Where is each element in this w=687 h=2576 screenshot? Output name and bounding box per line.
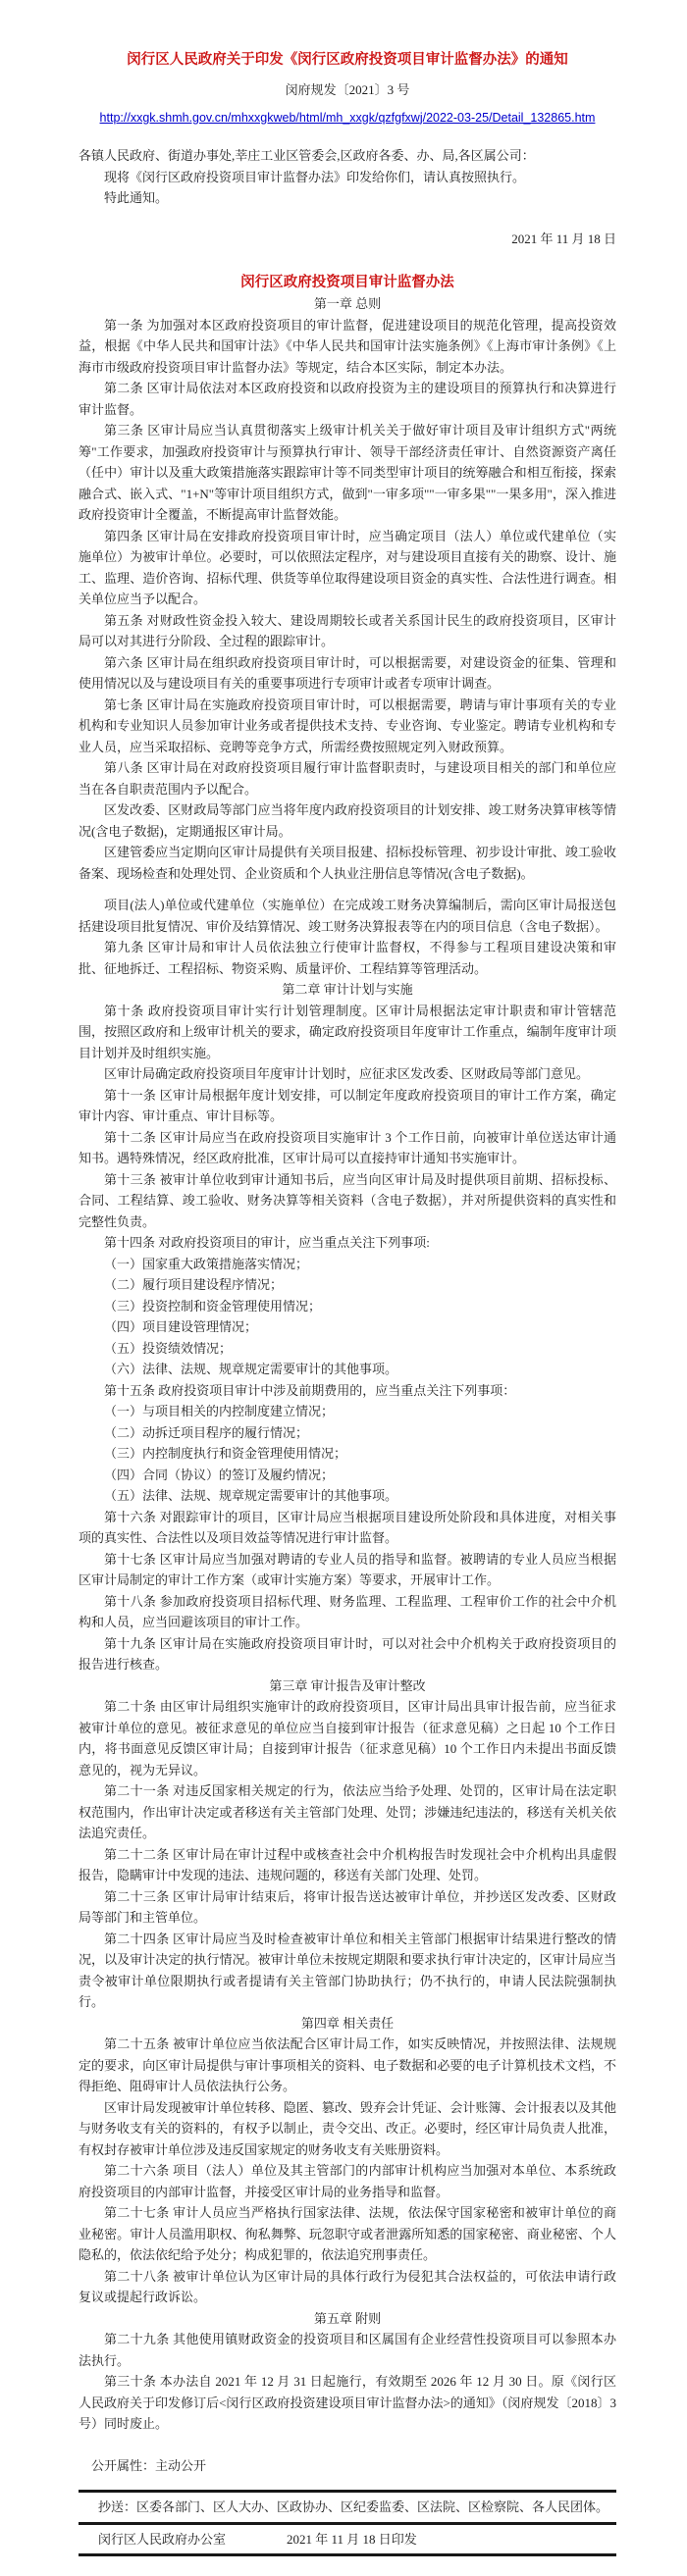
regulation-title: 闵行区政府投资项目审计监督办法 [240,275,454,290]
notice-title: 闵行区人民政府关于印发《闵行区政府投资项目审计监督办法》的通知 [127,52,568,68]
regulation-paragraph: 第二十一条 对违反国家相关规定的行为，依法应当给予处理、处罚的，区审计局在法定职权范围内，作出审计决定或者移送有关主管部门处理、处罚；涉嫌违纪违法的，移送有关机关依法追究责任。 [79,1783,616,1840]
regulation-paragraph: 第十九条 区审计局在实施政府投资项目审计时，可以对社会中介机构关于政府投资项目的报告进行核查。 [79,1635,616,1672]
chapter-heading: 第五章 附则 [313,2310,382,2326]
regulation-paragraph: 项目(法人)单位或代建单位（实施单位）在完成竣工财务决算编制后，需向区审计局报送包括建设项目批复情况、审价及结算情况、竣工财务决算报表等在内的项目信息（含电子数据）。 [79,898,616,934]
regulation-paragraph: 第二十五条 被审计单位应当依法配合区审计局工作，如实反映情况，并按照法律、法规规定的要求，向区审计局提供与审计事项相关的资料、电子数据和必要的电子计算机技术文档，不得拒绝、阻碍审计人员依法执行公务。 [79,2036,616,2093]
regulation-paragraph: 第七条 区审计局在实施政府投资项目审计时，可以根据需要，聘请与审计事项有关的专业机构和专业知识人员参加审计业务或者提供技术支持、专业咨询、专业鉴定。聘请专业机构和专业人员，应当采取招标、竞聘等竞争方式，所需经费按照规定列入财政预算。 [79,696,616,754]
regulation-paragraph: 第二十三条 区审计局审计结束后，将审计报告送达被审计单位，并抄送区发改委、区财政局等部门和主管单位。 [79,1888,616,1925]
source-link[interactable]: http://xxgk.shmh.gov.cn/mhxxgkweb/html/mh_xxgk/qzfgfxwj/2022-03-25/Detail_132865.htm [99,110,596,125]
regulation-paragraph: 第二十二条 区审计局在审计过程中或核查社会中介机构报告时发现社会中介机构出具虚假报告，隐瞒审计中发现的违法、违规问题的，移送有关部门处理、处罚。 [79,1846,616,1882]
regulation-paragraph: 第十七条 区审计局应当加强对聘请的专业人员的指导和监督。被聘请的专业人员应当根据区审计局制定的审计工作方案（或审计实施方案）等要求，开展审计工作。 [79,1551,616,1587]
regulation-paragraph: 第十二条 区审计局应当在政府投资项目实施审计 3 个工作日前，向被审计单位送达审计通知书。遇特殊情况，经区政府批准，区审计局可以直接持审计通知书实施审计。 [79,1129,616,1165]
regulation-paragraph: 区建管委应当定期向区审计局提供有关项目报建、招标投标管理、初步设计审批、竣工验收备案、现场检查和处理处罚、企业资质和个人执业注册信息等情况(含电子数据)。 [79,845,616,881]
chapter-heading: 第二章 审计计划与实施 [282,982,413,997]
regulation-paragraph: （四）项目建设管理情况； [104,1319,258,1334]
regulation-paragraph: 第四条 区审计局在安排政府投资项目审计时，应当确定项目（法人）单位或代建单位（实施单位）为被审计单位。必要时，可以依照法定程序，对与建设项目直接有关的勘察、设计、施工、监理、造价咨询、招标代理、供货等单位取得建设项目资金的真实性、合法性进行调查。相关单位应当予以配合。 [79,528,616,606]
regulation-paragraph: 第二十八条 被审计单位认为区审计局的具体行政行为侵犯其合法权益的，可依法申请行政复议或提起行政诉讼。 [79,2268,616,2304]
regulation-body [79,293,616,2435]
notice-paragraph: 特此通知。 [104,190,169,205]
regulation-paragraph: 区审计局发现被审计单位转移、隐匿、篡改、毁弃会计凭证、会计账簿、会计报表以及其他与财务收支有关的资料的，有权予以制止，责令交出、改正。必要时，经区审计局负责人批准，有权封存被审计单位涉及违反国家规定的财务收支有关账册资料。 [79,2099,616,2157]
regulation-paragraph: 第二十条 由区审计局组织实施审计的政府投资项目，区审计局出具审计报告前，应当征求被审计单位的意见。被征求意见的单位应当自接到审计报告（征求意见稿）之日起 10 个工作日内，将书面意见反馈区审计局；自接到审计报告（征求意见稿）10 个工作日内未提出书面反馈意见的，视为无异议。 [79,1699,616,1777]
regulation-paragraph: 第八条 区审计局在对政府投资项目履行审计监督职责时，与建设项目相关的部门和单位应当在各自职责范围内予以配合。 [79,760,616,797]
regulation-paragraph: （二）动拆迁项目程序的履行情况； [104,1424,309,1440]
regulation-paragraph: （五）投资绩效情况； [104,1340,233,1356]
regulation-paragraph: （四）合同（协议）的签订及履约情况； [104,1467,335,1482]
source-link-line [79,107,616,129]
regulation-paragraph: 第二十四条 区审计局应当及时检查被审计单位和相关主管部门根据审计结果进行整改的情况，以及审计决定的执行情况。被审计单位未按规定期限和要求执行审计决定的，区审计局应当责令被审计单位限期执行或者提请有关主管部门协助执行；仍不执行的，申请人民法院强制执行。 [79,1931,616,2009]
notice-date: 2021 年 11 月 18 日 [511,231,616,246]
regulation-paragraph: 第十八条 参加政府投资项目招标代理、财务监理、工程监理、工程审价工作的社会中介机构和人员，应当回避该项目的审计工作。 [79,1593,616,1629]
print-date: 2021 年 11 月 18 日印发 [287,2531,417,2547]
regulation-paragraph: 第二十七条 审计人员应当严格执行国家法律、法规，依法保守国家秘密和被审计单位的商业秘密。审计人员滥用职权、徇私舞弊、玩忽职守或者泄露所知悉的国家秘密、商业秘密、个人隐私的，依法依纪给予处分；构成犯罪的，依法追究刑事责任。 [79,2205,616,2262]
regulation-paragraph: 第十一条 区审计局根据年度计划安排，可以制定年度政府投资项目的审计工作方案，确定审计内容、审计重点、审计目标等。 [79,1087,616,1123]
regulation-paragraph: （一）国家重大政策措施落实情况； [104,1256,309,1271]
cc-line: 抄送：区委各部门、区人大办、区政协办、区纪委监委、区法院、区检察院、各人民团体。 [98,2499,609,2514]
regulation-paragraph: 第二条 区审计局依法对本区政府投资和以政府投资为主的建设项目的预算执行和决算进行审计监督。 [79,381,616,417]
regulation-paragraph: 区发改委、区财政局等部门应当将年度内政府投资项目的计划安排、竣工财务决算审核等情况(含电子数据)，定期通报区审计局。 [79,802,616,839]
regulation-paragraph: 第十条 政府投资项目审计实行计划管理制度。区审计局根据法定审计职责和审计管辖范围，按照区政府和上级审计机关的要求，确定政府投资项目年度审计工作重点，编制年度审计项目计划并及时组织实施。 [79,1003,616,1060]
regulation-paragraph: 第十五条 政府投资项目审计中涉及前期费用的，应当重点关注下列事项： [104,1382,516,1398]
regulation-paragraph: 第十四条 对政府投资项目的审计，应当重点关注下列事项: [104,1235,430,1250]
regulation-paragraph: 第九条 区审计局和审计人员依法独立行使审计监督权，不得参与工程项目建设决策和审批、征地拆迁、工程招标、物资采购、质量评价、工程结算等管理活动。 [79,940,616,976]
regulation-paragraph: （三）投资控制和资金管理使用情况； [104,1298,322,1314]
regulation-paragraph: （二）履行项目建设程序情况； [104,1277,284,1292]
regulation-paragraph: （六）法律、法规、规章规定需要审计的其他事项。 [104,1362,398,1376]
regulation-paragraph: 区审计局确定政府投资项目年度审计计划时，应征求区发改委、区财政局等部门意见。 [104,1066,590,1081]
salutation: 各镇人民政府、街道办事处,莘庄工业区管委会,区政府各委、办、局,各区属公司： [79,148,535,163]
regulation-paragraph: 第三条 区审计局应当认真贯彻落实上级审计机关关于做好审计项目及审计组织方式"两统筹"工作要求，加强政府投资审计与预算执行审计、领导干部经济责任审计、自然资源资产离任（任中）审计以及重大政策措施落实跟踪审计等不同类型审计项目的统筹融合和相互衔接，探索融合式、嵌入式、"1+N"等审计项目组织方式，做到"一审多项""一审多果""一果多用"，深入推进政府投资审计全覆盖，不断提高审计监督效能。 [79,423,616,522]
regulation-paragraph: 第三十条 本办法自 2021 年 12 月 31 日起施行，有效期至 2026 年 12 月 30 日。原《闵行区人民政府关于印发修订后<闵行区政府投资建设项目审计监督办法>的通知》（闵府规发〔2018〕3 号）同时废止。 [79,2374,616,2431]
cc-row [79,2493,616,2525]
regulation-paragraph: 第二十九条 其他使用镇财政资金的投资项目和区属国有企业经营性投资项目可以参照本办法执行。 [79,2332,616,2368]
chapter-heading: 第三章 审计报告及审计整改 [269,1677,426,1693]
document-footer [79,2490,616,2556]
issuing-office: 闵行区人民政府办公室 [98,2531,227,2547]
notice-paragraph: 现将《闵行区政府投资项目审计监督办法》印发给你们，请认真按照执行。 [104,169,526,184]
chapter-heading: 第四章 相关责任 [300,2015,395,2031]
doc-number: 闵府规发〔2021〕3 号 [285,82,410,97]
regulation-paragraph: 第一条 为加强对本区政府投资项目的审计监督，促进建设项目的规范化管理，提高投资效益，根据《中华人民共和国审计法》《中华人民共和国审计法实施条例》《上海市审计条例》《上海市市级政府投资项目审计监督办法》等规定，结合本区实际，制定本办法。 [79,317,616,375]
issue-row [79,2525,616,2554]
regulation-paragraph: 第六条 区审计局在组织政府投资项目审计时，可以根据需要，对建设资金的征集、管理和使用情况以及与建设项目有关的重要事项进行专项审计或者专项审计调查。 [79,654,616,691]
publicity-note: 公开属性：主动公开 [91,2457,207,2473]
regulation-paragraph: 第五条 对财政性资金投入较大、建设周期较长或者关系国计民生的政府投资项目，区审计局可以对其进行分阶段、全过程的跟踪审计。 [79,612,616,648]
regulation-paragraph: 第十六条 对跟踪审计的项目，区审计局应当根据项目建设所处阶段和具体进度，对相关事项的真实性、合法性以及项目效益等情况进行审计监督。 [79,1509,616,1545]
regulation-paragraph: 第二十六条 项目（法人）单位及其主管部门的内部审计机构应当加强对本单位、本系统政府投资项目的内部审计监督，并接受区审计局的业务指导和监督。 [79,2163,616,2199]
regulation-paragraph: （一）与项目相关的内控制度建立情况； [104,1404,335,1418]
regulation-paragraph: （五）法律、法规、规章规定需要审计的其他事项。 [104,1488,398,1503]
regulation-paragraph: （三）内控制度执行和资金管理使用情况； [104,1446,347,1461]
chapter-heading: 第一章 总则 [313,296,382,311]
regulation-paragraph: 第十三条 被审计单位收到审计通知书后，应当向区审计局及时提供项目前期、招标投标、合同、工程结算、竣工验收、财务决算等相关资料（含电子数据），并对所提供资料的真实性和完整性负责。 [79,1171,616,1229]
